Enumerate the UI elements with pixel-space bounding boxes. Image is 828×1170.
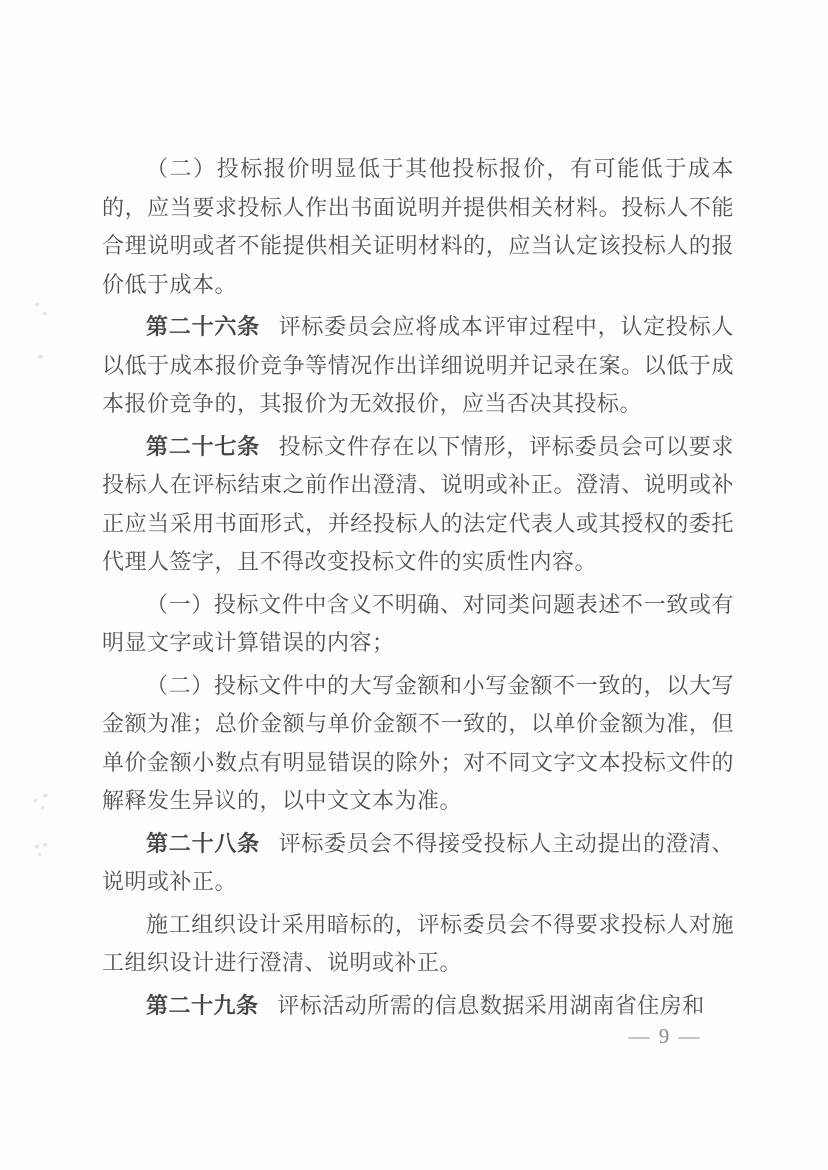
paragraph-text: （二）投标文件中的大写金额和小写金额不一致的，以大写金额为准；总价金额与单价金额不一致的，以单价金额为准，但单价金额小数点有明显错误的除外；对不同文字文本投标文件的解释发生异议的，以中文文本为准。 — [102, 672, 734, 813]
page-number: — 9 — — [628, 1024, 702, 1048]
paragraph-text: （二）投标报价明显低于其他投标报价，有可能低于成本的，应当要求投标人作出书面说明并提供相关材料。投标人不能合理说明或者不能提供相关证明材料的，应当认定该投标人的报价低于成本。 — [102, 156, 734, 297]
paragraph-article-28 — [102, 825, 734, 902]
paragraph-item-2-cost — [102, 150, 734, 304]
paragraph-item-2-amounts — [102, 667, 734, 821]
paragraph-text: 评标委员会不得接受投标人主动提出的澄清、说明或补正。 — [102, 830, 734, 894]
document-body — [102, 150, 734, 1029]
paragraph-text: 投标文件存在以下情形，评标委员会可以要求投标人在评标结束之前作出澄清、说明或补正。澄清、说明或补正应当采用书面形式，并经投标人的法定代表人或其授权的委托代理人签字，且不得改变投标文件的实质性内容。 — [102, 433, 734, 574]
paragraph-text: 评标委员会应将成本评审过程中，认定投标人以低于成本报价竞争等情况作出详细说明并记录在案。以低于成本报价竞争的，其报价为无效报价，应当否决其投标。 — [102, 314, 734, 416]
scan-speck — [35, 845, 39, 848]
paragraph-item-1-clarify — [102, 586, 734, 663]
scan-speck — [38, 355, 43, 358]
paragraph-article-26 — [102, 308, 734, 424]
article-lead: 第二十八条 — [146, 830, 260, 856]
paragraph-article-29 — [102, 987, 734, 1026]
paragraph-blind-bid — [102, 906, 734, 983]
article-lead: 第二十七条 — [146, 433, 260, 459]
paragraph-text: 评标活动所需的信息数据采用湖南省住房和 — [277, 992, 705, 1018]
paragraph-text: 施工组织设计采用暗标的，评标委员会不得要求投标人对施工组织设计进行澄清、说明或补正。 — [102, 911, 734, 975]
scan-speck — [34, 799, 37, 802]
scan-speck — [41, 806, 44, 809]
scan-speck — [43, 312, 46, 315]
scan-speck — [38, 853, 41, 856]
scan-speck — [35, 303, 39, 306]
paragraph-text: （一）投标文件中含义不明确、对同类问题表述不一致或有明显文字或计算错误的内容； — [102, 591, 734, 655]
scan-speck — [43, 843, 47, 846]
scan-speck — [43, 794, 48, 797]
paragraph-article-27 — [102, 428, 734, 582]
article-lead: 第二十六条 — [146, 314, 260, 339]
article-lead: 第二十九条 — [146, 992, 259, 1018]
